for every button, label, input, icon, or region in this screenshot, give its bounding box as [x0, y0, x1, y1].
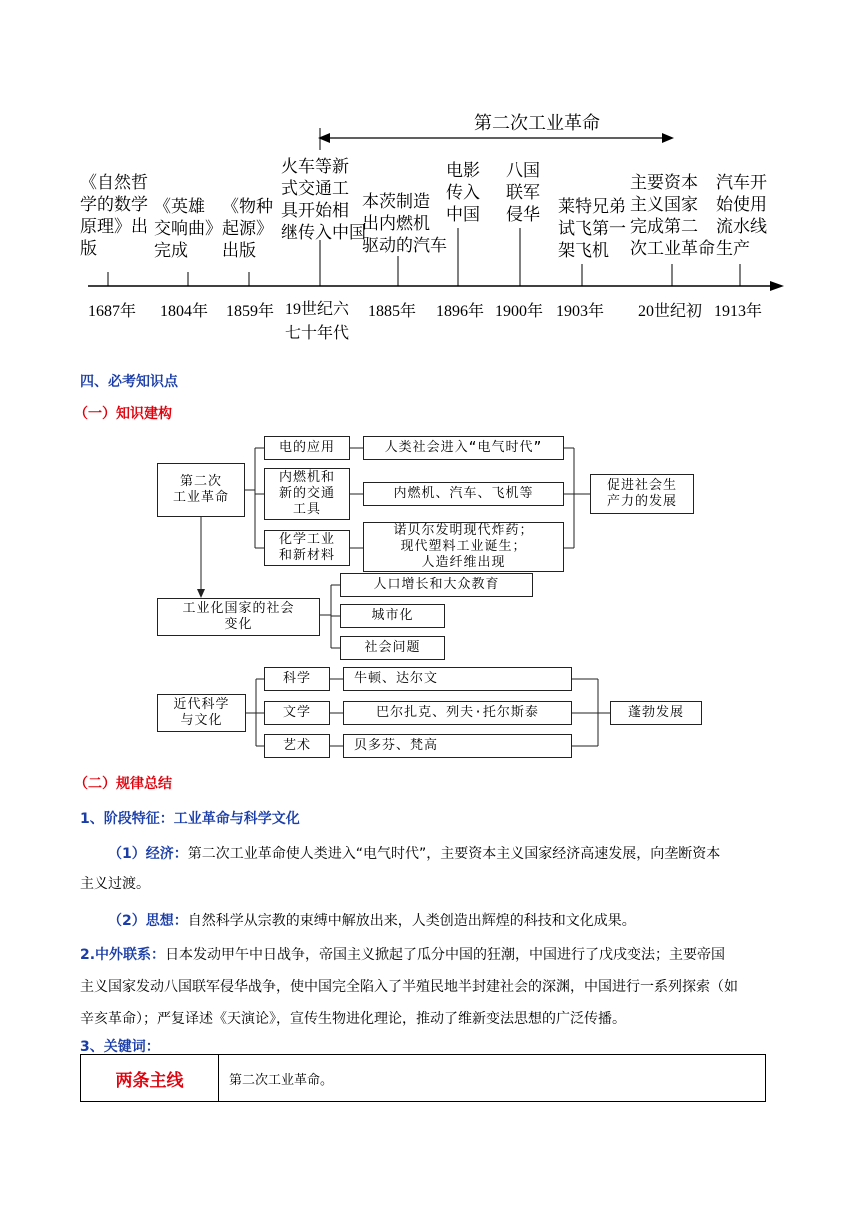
- diagram-society-urbanization: 城市化: [340, 604, 445, 628]
- keywords-left-cell: 两条主线: [81, 1055, 219, 1101]
- timeline-year-20c: 20世纪初: [638, 303, 703, 320]
- point2-line2: 主义国家发动八国联军侵华战争，使中国完全陷入了半殖民地半封建社会的深渊，中国进行一系列探索（如: [80, 979, 738, 995]
- point1-title: 1、阶段特征：工业革命与科学文化: [80, 811, 300, 827]
- timeline-event-1885: 本茨制造 出内燃机 驱动的汽车: [362, 192, 447, 256]
- point1a-line2: 主义过渡。: [80, 876, 150, 892]
- diagram-culture-outcome: 蓬勃发展: [610, 701, 702, 725]
- diagram-root: 第二次 工业革命: [157, 463, 245, 517]
- diagram-result-materials: 诺贝尔发明现代炸药； 现代塑料工业诞生； 人造纤维出现: [363, 522, 564, 572]
- keywords-right-cell: 第二次工业革命。: [229, 1072, 334, 1088]
- diagram-result-electric-age: 人类社会进入“电气时代”: [363, 436, 564, 460]
- timeline-event-1804: 《英雄 交响曲》 完成: [154, 197, 222, 261]
- diagram-branch-engine: 内燃机和 新的交通 工具: [264, 468, 350, 520]
- point1a-line1: [108, 839, 720, 869]
- diagram-culture-science: 科学: [264, 667, 330, 691]
- subsection1-title: （一）知识建构: [74, 406, 172, 422]
- point2-text1: 日本发动甲午中日战争，帝国主义掀起了瓜分中国的狂潮，中国进行了戊戌变法；主要帝国: [165, 947, 726, 963]
- timeline-year-1903: 1903年: [556, 303, 605, 320]
- diagram-branch-electricity: 电的应用: [264, 436, 350, 460]
- diagram-culture: 近代科学 与文化: [157, 694, 246, 732]
- keywords-table: [80, 1054, 766, 1102]
- diagram-result-vehicles: 内燃机、汽车、飞机等: [363, 482, 564, 506]
- diagram-society-population: 人口增长和大众教育: [340, 573, 533, 597]
- diagram-outcome-productivity: 促进社会生 产力的发展: [590, 474, 694, 514]
- timeline-year-1913: 1913年: [714, 303, 763, 320]
- timeline-event-20c: 主要资本 主义国家 完成第二 次工业革命: [630, 173, 715, 259]
- timeline-span-label: 第二次工业革命: [474, 113, 600, 134]
- timeline-event-1913: 汽车开 始使用 流水线 生产: [716, 173, 767, 259]
- section4-title: 四、必考知识点: [80, 374, 178, 390]
- timeline-event-19c: 火车等新 式交通工 具开始相 继传入中国: [281, 157, 366, 243]
- point2-line1: [80, 940, 725, 970]
- point1b-line: [108, 906, 636, 936]
- diagram-branch-chemical: 化学工业 和新材料: [264, 530, 350, 566]
- point1b-label: （2）思想：: [108, 913, 188, 929]
- diagram-culture-literature-names: 巴尔扎克、列夫·托尔斯泰: [343, 701, 572, 725]
- subsection2-title: （二）规律总结: [74, 776, 172, 792]
- point3-title: 3、关键词：: [80, 1039, 160, 1055]
- timeline-event-1903: 莱特兄弟 试飞第一 架飞机: [558, 197, 626, 261]
- timeline-year-1885: 1885年: [368, 303, 417, 320]
- diagram-society-problems: 社会问题: [340, 636, 445, 660]
- timeline-year-1896: 1896年: [436, 303, 485, 320]
- timeline-year-19c: 19世纪六 七十年代: [285, 301, 350, 342]
- diagram-culture-literature: 文学: [264, 701, 330, 725]
- point1a-label: （1）经济：: [108, 846, 188, 862]
- timeline-event-1900: 八国 联军 侵华: [506, 161, 540, 225]
- point1a-text1: 第二次工业革命使人类进入“电气时代”，主要资本主义国家经济高速发展，向垄断资本: [187, 846, 721, 862]
- timeline-event-1896: 电影 传入 中国: [446, 161, 480, 225]
- point2-label: 2.中外联系：: [80, 947, 166, 963]
- diagram-culture-art-names: 贝多芬、梵高: [343, 734, 572, 758]
- point1b-text: 自然科学从宗教的束缚中解放出来，人类创造出辉煌的科技和文化成果。: [187, 913, 636, 929]
- timeline-event-1687: 《自然哲 学的数学 原理》出 版: [80, 173, 148, 259]
- diagram-culture-science-names: 牛顿、达尔文: [343, 667, 572, 691]
- timeline-year-1804: 1804年: [160, 303, 209, 320]
- timeline-year-1859: 1859年: [226, 303, 275, 320]
- timeline-year-1687: 1687年: [88, 303, 137, 320]
- timeline-event-1859: 《物种 起源》 出版: [222, 197, 273, 261]
- diagram-society: 工业化国家的社会 变化: [157, 598, 320, 636]
- diagram-culture-art: 艺术: [264, 734, 330, 758]
- point2-line3: 辛亥革命）；严复译述《天演论》，宣传生物进化理论，推动了维新变法思想的广泛传播。: [80, 1011, 626, 1027]
- timeline-year-1900: 1900年: [495, 303, 544, 320]
